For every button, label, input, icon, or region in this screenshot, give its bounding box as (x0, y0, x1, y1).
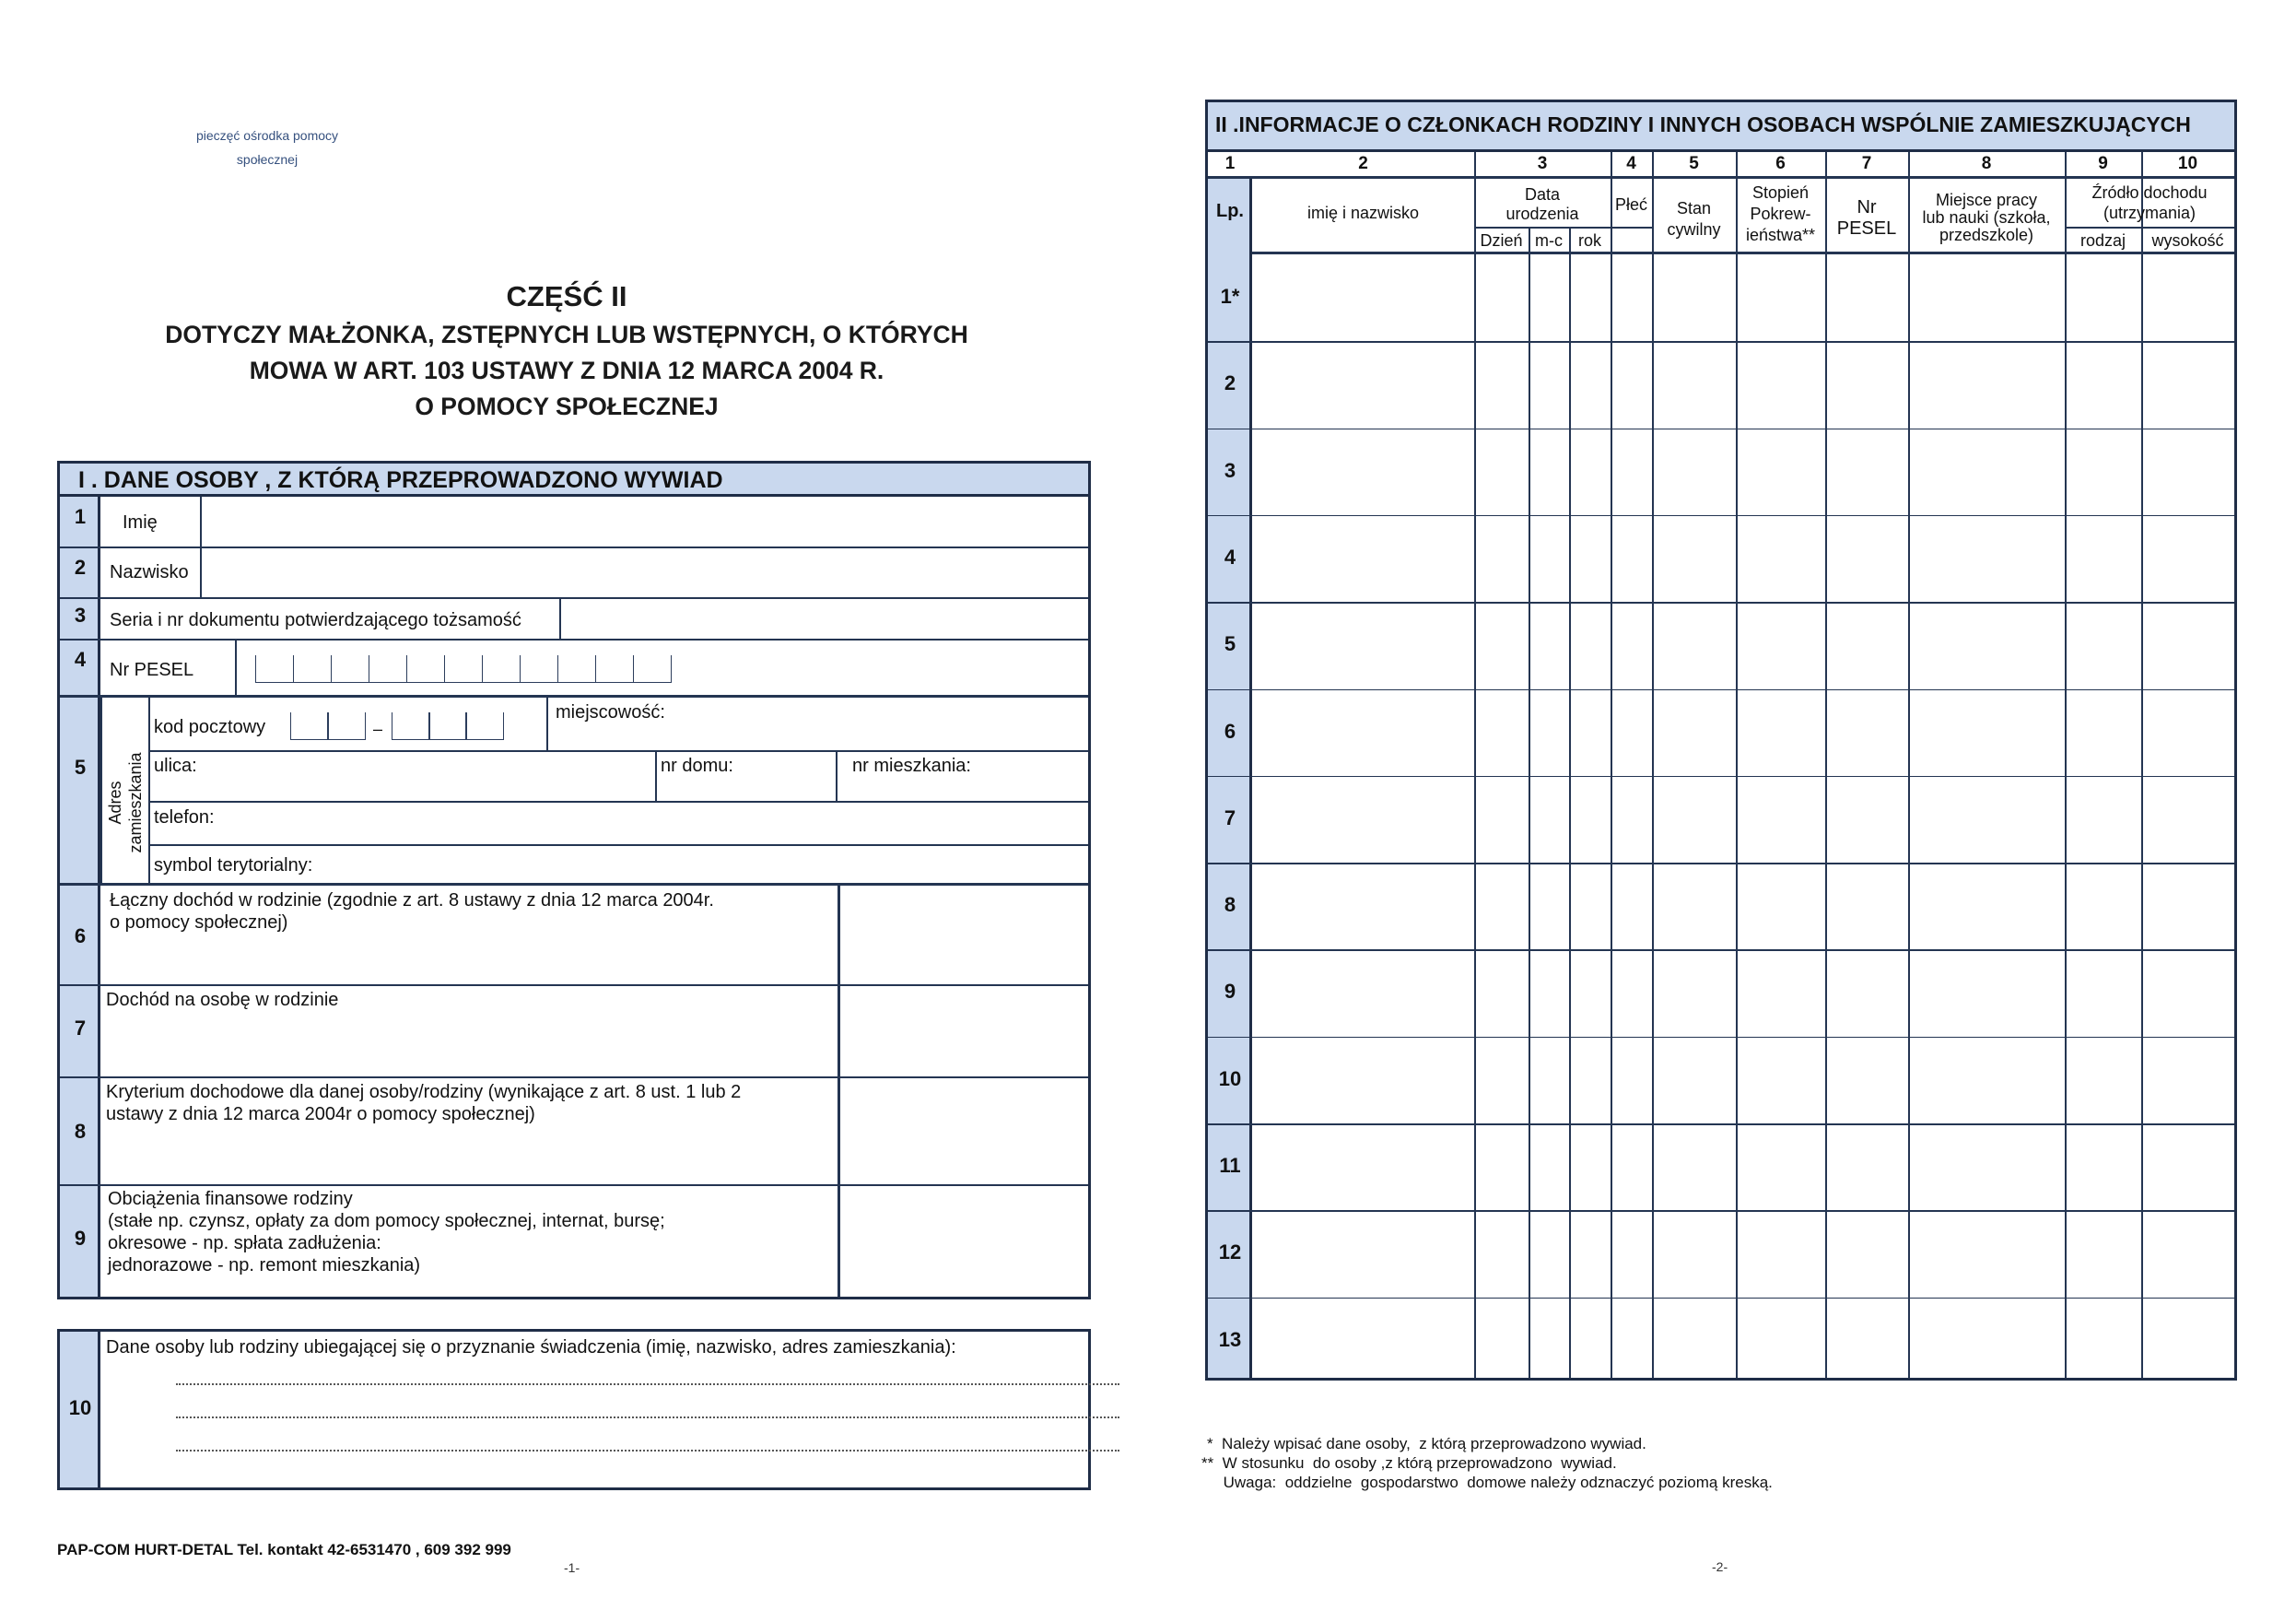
member-row[interactable] (1254, 778, 2232, 861)
pesel-digit-boxes[interactable] (255, 655, 675, 685)
header-work-3: przedszkole) (1939, 226, 2034, 244)
member-row[interactable] (1254, 1039, 2232, 1122)
section-10-form (57, 1329, 1091, 1490)
member-row-number: 4 (1224, 545, 1236, 569)
financial-burden-label-2: (stałe np. czynsz, opłaty za dom pomocy społecznej, internat, bursę; (108, 1211, 665, 1231)
col-number-1: 1 (1224, 154, 1236, 173)
header-name: imię i nazwisko (1306, 204, 1420, 222)
header-source-1: Źródło dochodu (2091, 183, 2208, 202)
member-row[interactable] (1254, 430, 2232, 513)
applicant-data-label: Dane osoby lub rodziny ubiegającej się o przyznanie świadczenia (imię, nazwisko, adres zamieszkania): (106, 1337, 956, 1358)
total-income-field[interactable] (841, 886, 1086, 983)
row-number-7: 7 (74, 1017, 87, 1040)
address-side-text: Adres zamieszkania (106, 752, 145, 853)
applicant-line-1[interactable] (176, 1383, 1119, 1385)
house-number-label: nr domu: (661, 756, 733, 776)
col-number-8: 8 (1981, 154, 1992, 173)
id-document-label: Seria i nr dokumentu potwierdzającego tożsamość (110, 610, 521, 630)
header-work-2: lub nauki (szkoła, (1922, 208, 2051, 227)
section-2-title: II .INFORMACJE O CZŁONKACH RODZINY I INNYCH OSOBACH WSPÓLNIE ZAMIESZKUJĄCYCH (1215, 112, 2191, 136)
address-side-label (104, 740, 146, 851)
row-number-2: 2 (74, 556, 87, 579)
row-number-3: 3 (74, 604, 87, 627)
page-number-1: -1- (564, 1560, 580, 1575)
header-relation-1: Stopień (1751, 183, 1810, 202)
part-title: CZĘŚĆ II (506, 280, 627, 312)
house-number-field[interactable] (742, 753, 830, 799)
income-criterion-label-1: Kryterium dochodowe dla danej osoby/rodziny (wynikające z art. 8 ust. 1 lub 2 (106, 1082, 742, 1102)
footnote-1: * Należy wpisać dane osoby, z którą przeprowadzono wywiad. (1207, 1435, 1646, 1452)
title-line-3: O POMOCY SPOŁECZNEJ (415, 393, 719, 420)
postal-dash: – (373, 720, 383, 738)
financial-burden-label-4: jednorazowe - np. remont mieszkania) (108, 1255, 421, 1275)
header-status-2: cywilny (1667, 220, 1721, 239)
member-row-number: 5 (1224, 632, 1236, 656)
total-income-label-2: o pomocy społecznej) (110, 912, 288, 933)
office-stamp-label (129, 123, 405, 171)
member-row-number: 11 (1219, 1154, 1241, 1177)
header-source-amount: wysokość (2151, 231, 2224, 250)
financial-burden-field[interactable] (841, 1187, 1086, 1296)
page-title (92, 276, 1041, 425)
financial-burden-label-1: Obciążenia finansowe rodziny (108, 1189, 353, 1209)
footnote-3: Uwaga: oddzielne gospodarstwo domowe należy odznaczyć poziomą kreską. (1201, 1474, 1773, 1491)
phone-label: telefon: (154, 807, 215, 828)
title-line-1: DOTYCZY MAŁŻONKA, ZSTĘPNYCH LUB WSTĘPNYCH, O KTÓRYCH (165, 321, 968, 348)
member-row-number: 7 (1224, 805, 1236, 829)
member-row[interactable] (1254, 1125, 2232, 1208)
member-row[interactable] (1254, 256, 2232, 339)
header-relation-2: Pokrew- (1750, 205, 1811, 223)
col-number-6: 6 (1775, 154, 1786, 173)
income-criterion-label-2: ustawy z dnia 12 marca 2004r o pomocy społecznej) (106, 1104, 535, 1124)
header-source-2: (utrzymania) (2103, 204, 2196, 222)
row-number-1: 1 (74, 505, 87, 528)
applicant-line-3[interactable] (176, 1450, 1119, 1452)
row-number-6: 6 (74, 924, 87, 947)
header-pesel-2: PESEL (1836, 218, 1897, 239)
col-number-7: 7 (1861, 154, 1872, 173)
applicant-line-2[interactable] (176, 1416, 1119, 1418)
title-line-2: MOWA W ART. 103 USTAWY Z DNIA 12 MARCA 2004 R. (249, 357, 884, 384)
col-number-4: 4 (1626, 154, 1636, 173)
flat-number-label: nr mieszkania: (852, 756, 971, 776)
row-number-5: 5 (74, 756, 87, 779)
last-name-field[interactable] (202, 548, 1086, 596)
income-criterion-field[interactable] (841, 1079, 1086, 1182)
header-month: m-c (1535, 231, 1563, 250)
section-1-header (60, 464, 1088, 497)
city-field[interactable] (705, 698, 1083, 747)
header-source-kind: rodzaj (2079, 231, 2126, 250)
col-number-5: 5 (1689, 154, 1699, 173)
stamp-line-2: społecznej (236, 152, 299, 167)
header-birth-1: Data (1524, 185, 1561, 204)
flat-number-field[interactable] (981, 753, 1084, 799)
header-status-1: Stan (1676, 199, 1712, 217)
header-sex: Płeć (1614, 195, 1647, 214)
member-row[interactable] (1254, 343, 2232, 426)
row-number-10: 10 (68, 1396, 92, 1419)
street-label: ulica: (154, 756, 197, 776)
member-row[interactable] (1254, 691, 2232, 774)
member-row[interactable] (1254, 517, 2232, 600)
section-2-table (1205, 100, 2237, 1381)
member-row-number: 9 (1224, 980, 1236, 1004)
member-row[interactable] (1254, 1212, 2232, 1295)
col-number-9: 9 (2098, 154, 2108, 173)
member-row-number: 8 (1224, 893, 1236, 917)
income-per-person-field[interactable] (841, 987, 1086, 1075)
member-row-number: 2 (1224, 371, 1236, 395)
id-document-field[interactable] (562, 599, 1085, 638)
member-row[interactable] (1254, 951, 2232, 1034)
member-row[interactable] (1254, 1299, 2232, 1382)
first-name-label: Imię (123, 512, 158, 533)
header-lp: Lp. (1216, 201, 1244, 221)
header-day: Dzień (1480, 231, 1523, 250)
total-income-label-1: Łączny dochód w rodzinie (zgodnie z art. 8 ustawy z dnia 12 marca 2004r. (110, 890, 714, 911)
member-row-number: 6 (1224, 719, 1236, 743)
header-year: rok (1577, 231, 1601, 250)
postal-code-label: kod pocztowy (154, 717, 266, 737)
member-row-number: 13 (1218, 1327, 1242, 1351)
member-row[interactable] (1254, 864, 2232, 947)
header-relation-3: ieństwa** (1745, 226, 1816, 244)
income-per-person-label: Dochód na osobę w rodzinie (106, 990, 339, 1010)
first-name-field[interactable] (202, 499, 1086, 545)
section-1-title: I . DANE OSOBY , Z KTÓRĄ PRZEPROWADZONO WYWIAD (78, 467, 723, 493)
col-number-10: 10 (2177, 154, 2198, 173)
row-number-8: 8 (74, 1120, 87, 1143)
row-number-4: 4 (74, 648, 87, 671)
col-number-3: 3 (1537, 154, 1548, 173)
member-row-number: 12 (1218, 1240, 1242, 1264)
member-row[interactable] (1254, 604, 2232, 687)
member-row-number: 10 (1218, 1066, 1242, 1090)
header-work-1: Miejsce pracy (1935, 191, 2038, 209)
last-name-label: Nazwisko (110, 562, 189, 582)
postal-code-boxes[interactable] (290, 712, 511, 742)
member-row-number: 3 (1224, 458, 1236, 482)
stamp-line-1: pieczęć ośrodka pomocy (195, 128, 339, 143)
section-1-form (57, 461, 1091, 1299)
header-birth-2: urodzenia (1505, 205, 1579, 223)
financial-burden-label-3: okresowe - np. spłata zadłużenia: (108, 1233, 381, 1253)
col-number-2: 2 (1358, 154, 1368, 173)
footnote-2: ** W stosunku do osoby ,z którą przeprowadzono wywiad. (1201, 1454, 1617, 1472)
street-field[interactable] (207, 753, 650, 799)
pesel-label: Nr PESEL (110, 660, 194, 680)
lp-column (1208, 179, 1252, 1378)
city-label: miejscowość: (556, 702, 665, 723)
page-number-2: -2- (1712, 1559, 1728, 1574)
publisher-footer: PAP-COM HURT-DETAL Tel. kontakt 42-6531470 , 609 392 999 (57, 1541, 511, 1558)
phone-field[interactable] (235, 804, 1083, 842)
territory-code-label: symbol terytorialny: (154, 855, 313, 876)
member-row-number: 1* (1220, 285, 1240, 308)
territory-code-field[interactable] (336, 847, 1083, 882)
header-pesel-1: Nr (1857, 197, 1877, 217)
section-2-header (1208, 102, 2234, 152)
row-number-9: 9 (74, 1227, 87, 1250)
